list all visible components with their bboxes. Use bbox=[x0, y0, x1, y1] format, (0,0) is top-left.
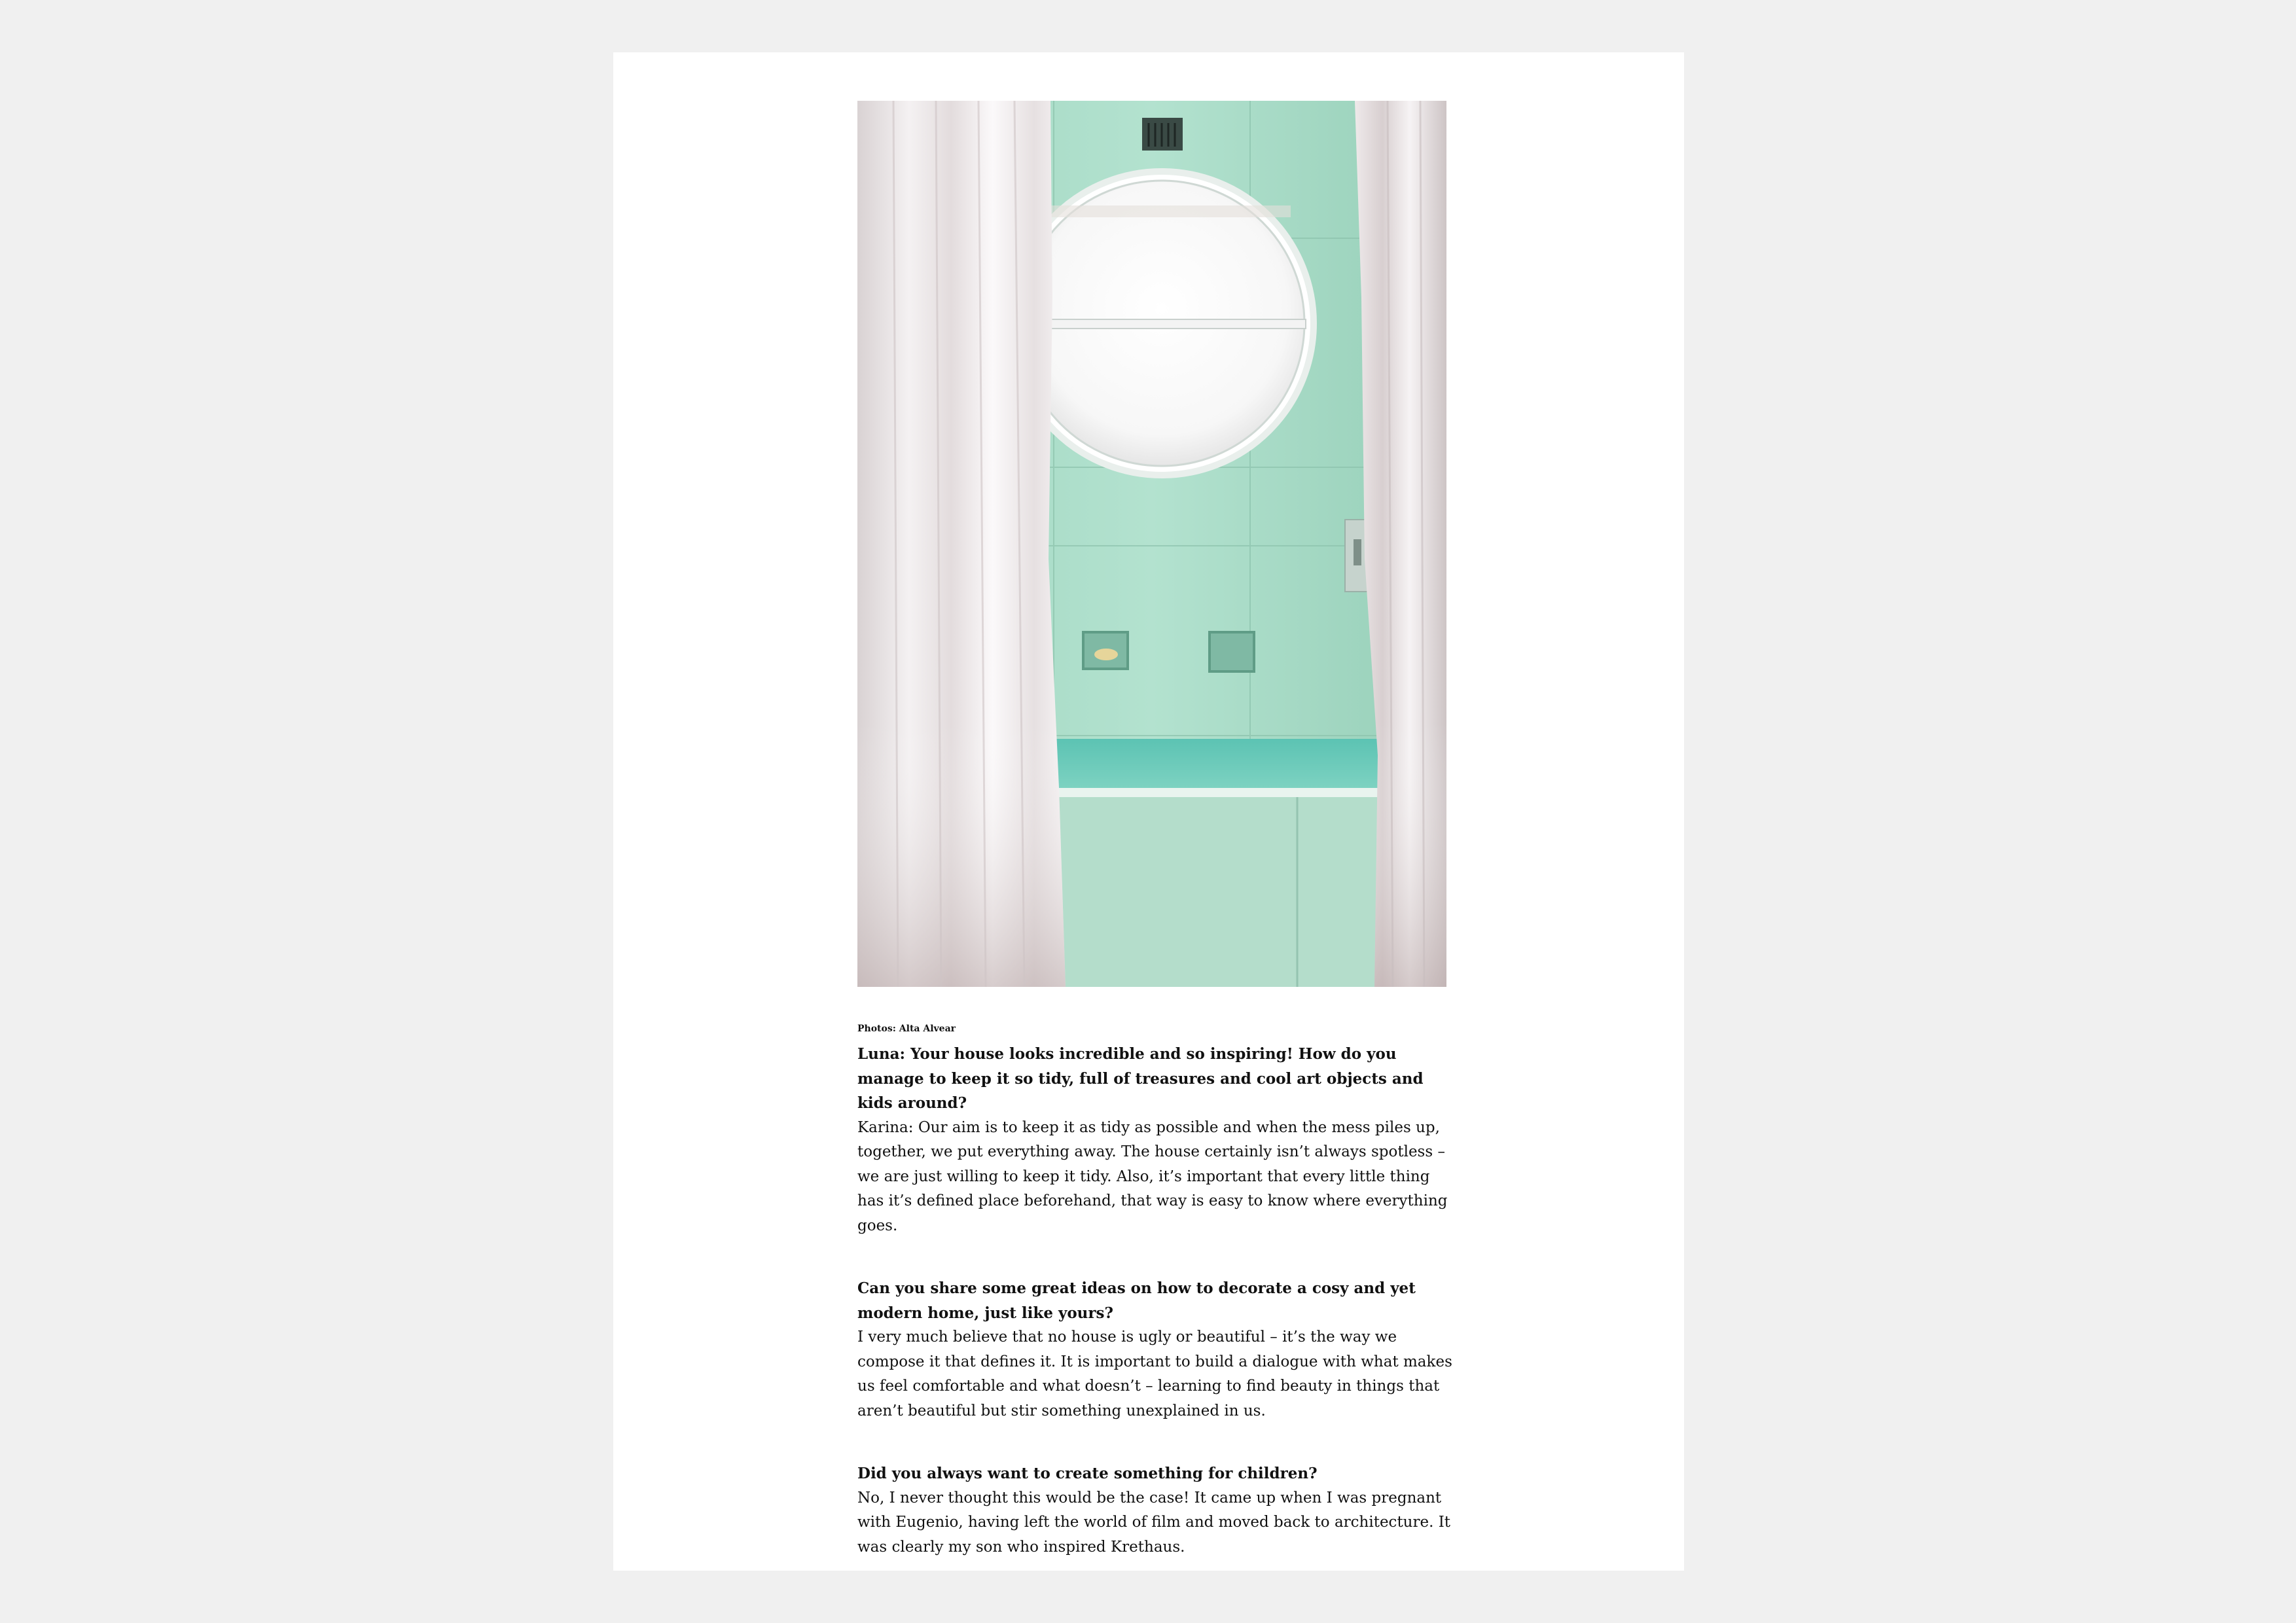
question-text: Did you always want to create something for children? bbox=[857, 1465, 1318, 1482]
photo-credit: Photos: Alta Alvear bbox=[857, 1024, 956, 1034]
document-page bbox=[613, 52, 1684, 1571]
qa-block bbox=[857, 1042, 1453, 1238]
bathroom-illustration bbox=[857, 101, 1446, 987]
question-text: Can you share some great ideas on how to decorate a cosy and yet modern home, just like yours? bbox=[857, 1279, 1416, 1322]
interview-body bbox=[857, 1042, 1453, 1597]
answer-text: Karina: Our aim is to keep it as tidy as possible and when the mess piles up, together, we put everything away. The house certainly isn’t always spotless – we are just willing to keep it tidy. Also, it’s important that every little thing has it’s defined place beforehand, that way is easy to know where everything goes. bbox=[857, 1118, 1448, 1234]
answer-text: I very much believe that no house is ugly or beautiful – it’s the way we compose it that defines it. It is important to build a dialogue with what makes us feel comfortable and what doesn’t – learning to find beauty in things that aren’t beautiful but stir something unexplained in us. bbox=[857, 1329, 1452, 1419]
qa-block bbox=[857, 1276, 1453, 1423]
bathroom-photo bbox=[857, 101, 1446, 987]
qa-block bbox=[857, 1461, 1453, 1560]
question-text: Luna: Your house looks incredible and so inspiring! How do you manage to keep it so tidy, full of treasures and cool art objects and kids around? bbox=[857, 1045, 1424, 1112]
answer-text: No, I never thought this would be the case! It came up when I was pregnant with Eugenio, having left the world of film and moved back to architecture. It was clearly my son who inspired Krethaus. bbox=[857, 1489, 1451, 1556]
